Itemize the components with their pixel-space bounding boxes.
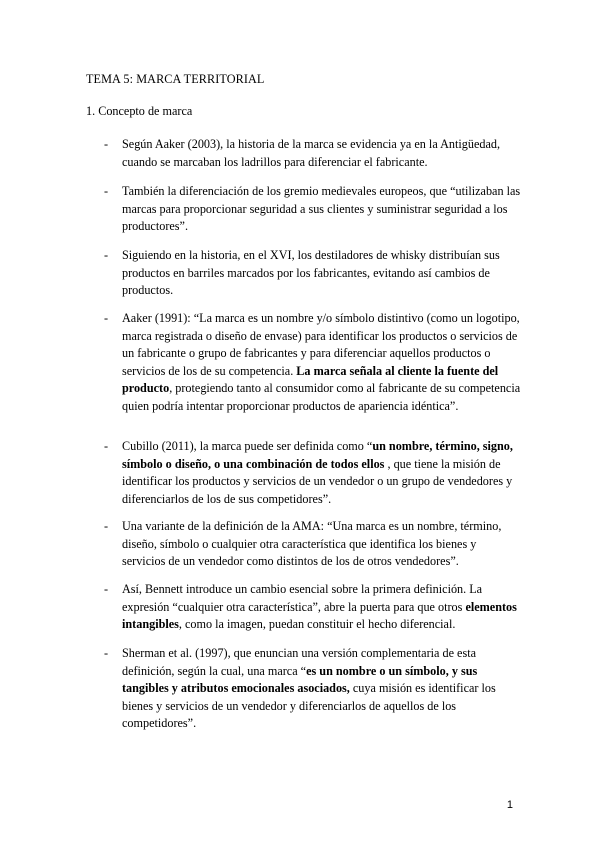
text-run: , que tiene la misión de identificar los productos y servicios de un vendedor o un grupo de vendedores y diferenciarlos de los de sus competidores”. — [122, 456, 513, 506]
bullet-dash: - — [104, 184, 109, 198]
bold-text-run: es un nombre o un símbolo, y sus tangibles y atributos emocionales asociados, — [122, 663, 478, 695]
text-run: , como la imagen, puedan constituir el hecho diferencial. — [178, 617, 456, 631]
bullet-dash: - — [104, 137, 109, 151]
bold-text-run: La marca señala al cliente la fuente del producto — [122, 363, 499, 395]
text-run: Una variante de la definición de la AMA: “Una marca es un nombre, término, diseño, símbolo o cualquier otra característica que identifica los bienes y servicios de un vendedor como distintos de los de otros vendedores”. — [122, 519, 502, 568]
list-item-text — [122, 183, 522, 236]
bullet-dash: - — [104, 311, 109, 325]
bullet-dash: - — [104, 582, 109, 596]
bold-text-run: elementos intangibles — [122, 599, 517, 631]
list-item-text — [122, 518, 522, 571]
list-item-text — [122, 247, 522, 300]
bold-text-run: un nombre, término, signo, símbolo o diseño, o una combinación de todos ellos — [122, 439, 513, 471]
list-item — [104, 581, 524, 635]
bullet-dash: - — [104, 646, 109, 660]
bullet-dash: - — [104, 519, 109, 533]
list-item-text — [122, 438, 522, 508]
text-run: Según Aaker (2003), la historia de la marca se evidencia ya en la Antigüedad, cuando se marcaban los ladrillos para diferenciar el fabricante. — [122, 137, 501, 169]
list-item-text — [122, 136, 522, 171]
list-item — [104, 136, 524, 172]
list-item — [104, 518, 524, 572]
document-title: TEMA 5: MARCA TERRITORIAL — [86, 72, 265, 86]
section-heading: 1. Concepto de marca — [86, 104, 193, 118]
bullet-dash: - — [104, 248, 109, 262]
list-item — [104, 183, 524, 237]
list-item — [104, 438, 524, 510]
bullet-dash: - — [104, 439, 109, 453]
list-item — [104, 247, 524, 301]
text-run: También la diferenciación de los gremio medievales europeos, que “utilizaban las marcas para proporcionar seguridad a sus clientes y suministrar seguridad a los productores”. — [122, 184, 521, 233]
text-run: , protegiendo tanto al consumidor como al fabricante de su competencia quien podría intentar proporcionar productos de apariencia idéntica”. — [122, 381, 521, 413]
list-item — [104, 645, 524, 730]
text-run: Siguiendo en la historia, en el XVI, los destiladores de whisky distribuían sus productos en barriles marcados por los fabricantes, evitando así cambios de productos. — [122, 248, 500, 297]
text-run: Sherman et al. (1997), que enuncian una versión complementaria de esta definición, según la cual, una marca “ — [122, 646, 476, 678]
text-run: Aaker (1991): “La marca es un nombre y/o símbolo distintivo (como un logotipo, marca registrada o diseño de envase) para identificar los productos o servicios de un fabricante o grupo de fabricantes y para diferenciar aquellos productos o servicios de los de su competencia. — [122, 311, 520, 378]
list-item-text — [122, 310, 522, 415]
list-item-text — [122, 581, 522, 634]
text-run: Cubillo (2011), la marca puede ser definida como “ — [122, 439, 373, 453]
list-item — [104, 310, 524, 418]
list-item-text — [122, 645, 522, 733]
text-run: cuya misión es identificar los bienes y servicios de un vendedor y diferenciarlos de aquellos de los competidores”. — [122, 681, 496, 730]
page-number: 1 — [506, 799, 513, 811]
text-run: Así, Bennett introduce un cambio esencial sobre la primera definición. La expresión “cualquier otra característica”, abre la puerta para que otros — [122, 582, 483, 614]
